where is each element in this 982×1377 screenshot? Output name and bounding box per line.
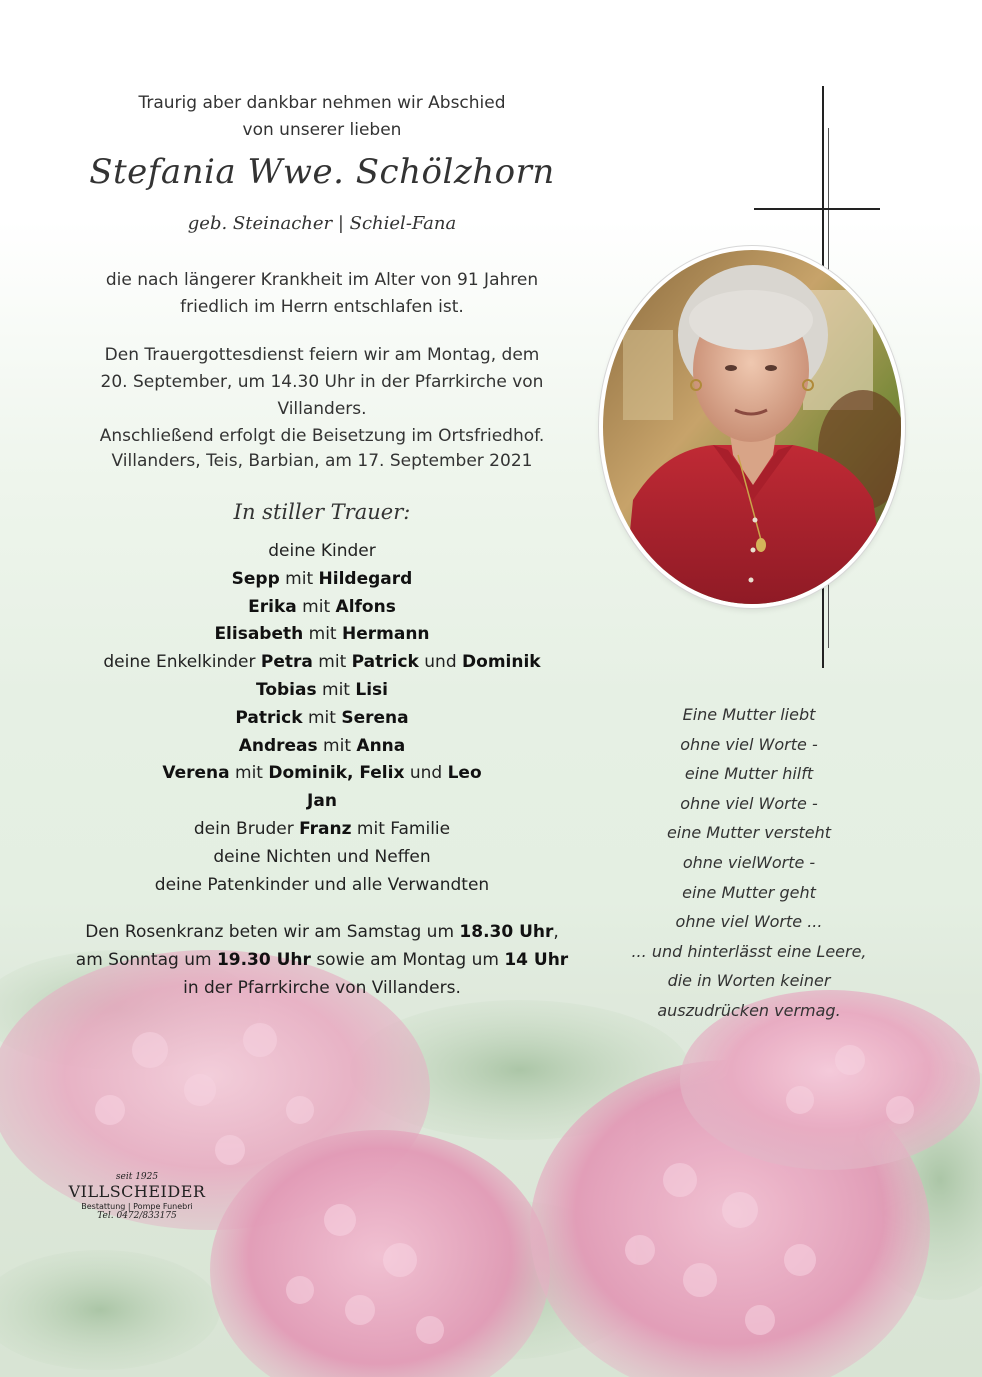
birth-name: geb. Steinacher | Schiel-Fana <box>187 213 457 234</box>
poem-line: ohne viel Worte - <box>680 793 818 813</box>
connector: mit <box>302 707 342 728</box>
name: Andreas <box>238 735 318 756</box>
death-notice <box>62 267 582 321</box>
rosary-text: sowie am Montag um <box>310 950 505 970</box>
connector: und <box>404 763 448 784</box>
rosary-time: 18.30 Uhr <box>459 922 554 942</box>
mourner-line <box>62 733 582 761</box>
connector: mit <box>317 735 357 756</box>
rosary-text: am Sonntag um <box>75 950 217 970</box>
name: Hildegard <box>318 568 413 589</box>
rosary-time: 19.30 Uhr <box>216 950 311 970</box>
mourner-line <box>62 649 582 677</box>
intro-line-1: Traurig aber dankbar nehmen wir Abschied <box>138 93 506 113</box>
poem-line: ohne viel Worte ... <box>675 912 823 932</box>
logo-subtitle: Bestattung | Pompe Funebri <box>81 1202 193 1211</box>
service-notice <box>62 342 582 450</box>
portrait-photo <box>603 250 901 604</box>
service-line-1: Den Trauergottesdienst feiern wir am Montag, dem <box>104 345 540 365</box>
nieces-label: deine Nichten und Neffen <box>213 846 431 867</box>
poem-line: ohne viel Worte - <box>680 734 818 754</box>
service-line-3: Anschließend erfolgt die Beisetzung im Ortsfriedhof. <box>99 426 545 446</box>
poem-line: ... und hinterlässt eine Leere, <box>631 941 867 961</box>
mourner-line <box>62 566 582 594</box>
brother-label: dein Bruder <box>193 818 300 839</box>
name: Sepp <box>231 568 280 589</box>
name: Patrick <box>235 707 303 728</box>
connector: mit <box>312 652 352 673</box>
funeral-home-logo <box>62 1172 212 1221</box>
name: Elisabeth <box>214 624 304 645</box>
poem-line: auszudrücken vermag. <box>657 1000 841 1020</box>
mourning-title: In stiller Trauer: <box>233 500 411 524</box>
logo-brand: VILLSCHEIDER <box>68 1182 206 1201</box>
connector: mit <box>296 596 336 617</box>
deceased-name: Stefania Wwe. Schölzhorn <box>89 152 555 192</box>
name: Patrick <box>351 652 419 673</box>
logo-phone: Tel. 0472/833175 <box>97 1211 177 1221</box>
children-label: deine Kinder <box>268 541 376 561</box>
death-line-1: die nach längerer Krankheit im Alter von 91 Jahren <box>105 270 539 290</box>
service-line-2: 20. September, um 14.30 Uhr in der Pfarrkirche von Villanders. <box>100 372 544 419</box>
mourners-list <box>62 538 582 899</box>
mourner-line <box>62 788 582 816</box>
name: Erika <box>248 596 297 617</box>
poem-line: eine Mutter geht <box>682 882 816 902</box>
rosary-line-3: in der Pfarrkirche von Villanders. <box>183 978 461 998</box>
rosary-text: Den Rosenkranz beten wir am Samstag um <box>85 922 460 942</box>
connector: mit Familie <box>351 818 451 839</box>
mourner-line <box>62 538 582 566</box>
rosary-time: 14 Uhr <box>504 950 569 970</box>
connector: und <box>418 652 463 673</box>
portrait-frame <box>599 246 905 608</box>
name: Verena <box>162 763 230 784</box>
name: Leo <box>447 763 482 784</box>
name: Franz <box>299 818 352 839</box>
name: Serena <box>341 707 409 728</box>
poem-line: eine Mutter hilft <box>684 764 814 784</box>
poem <box>624 700 874 1026</box>
mourner-line <box>62 844 582 872</box>
place-date: Villanders, Teis, Barbian, am 17. September 2021 <box>111 451 533 471</box>
poem-line: Eine Mutter liebt <box>682 705 816 724</box>
mourner-line <box>62 705 582 733</box>
mourner-line <box>62 760 582 788</box>
logo-since: seit 1925 <box>115 1172 159 1182</box>
portrait-illustration <box>603 250 901 604</box>
cross-horizontal-line <box>754 208 880 210</box>
connector: mit <box>229 763 269 784</box>
mourner-line <box>62 677 582 705</box>
name: Lisi <box>355 679 388 700</box>
name: Tobias <box>256 679 317 700</box>
mourner-line <box>62 594 582 622</box>
mourner-line <box>62 816 582 844</box>
intro-line-2: von unserer lieben <box>242 120 402 140</box>
grandchildren-label: deine Enkelkinder <box>103 652 261 673</box>
name: Anna <box>356 735 406 756</box>
connector: mit <box>279 568 319 589</box>
name: Dominik, Felix <box>268 763 405 784</box>
name: Alfons <box>335 596 396 617</box>
death-line-2: friedlich im Herrn entschlafen ist. <box>180 297 464 317</box>
connector: mit <box>303 624 342 645</box>
rosary-line-1 <box>62 918 582 946</box>
intro-text <box>62 90 582 144</box>
rosary-notice <box>62 918 582 1002</box>
name: Petra <box>260 652 313 673</box>
name: Jan <box>307 791 337 812</box>
connector: mit <box>316 679 356 700</box>
name: Hermann <box>342 624 430 645</box>
godchildren-label: deine Patenkinder und alle Verwandten <box>154 874 490 895</box>
mourner-line <box>62 621 582 649</box>
poem-line: die in Worten keiner <box>667 971 831 991</box>
poem-line: eine Mutter versteht <box>666 823 832 843</box>
poem-line: ohne vielWorte - <box>682 852 816 872</box>
mourner-line <box>62 872 582 900</box>
name: Dominik <box>462 652 541 673</box>
rosary-line-2 <box>62 946 582 974</box>
rosary-text: , <box>553 922 559 942</box>
